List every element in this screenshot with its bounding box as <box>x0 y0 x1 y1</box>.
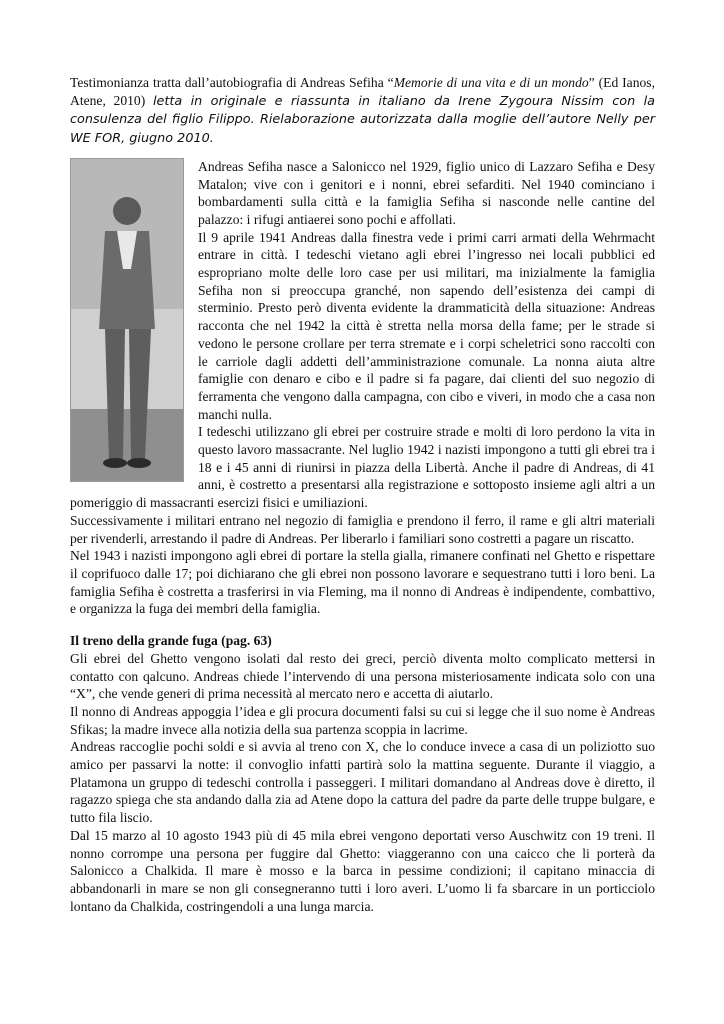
publisher-text: ” (Ed Ianos, Atene, 2010) <box>70 75 655 108</box>
intro-text: Testimonianza tratta dall’autobiografia di Andreas Sefiha “ <box>70 75 394 90</box>
translation-note: letta in originale e riassunta in italiano da Irene Zygoura Nissim con la consulenza del figlio Filippo. Rielaborazione autorizzata dalla moglie dell’autore Nelly per WE FOR, giugno 2010. <box>70 93 655 147</box>
section-paragraph-2: Il nonno di Andreas appoggia l’idea e gli procura documenti falsi su cui si legge che il suo nome è Andreas Sfikas; la madre invece alla notizia della sua partenza scoppia in lacrime. <box>70 703 655 737</box>
document-page <box>70 74 655 915</box>
paragraph-3: I tedeschi utilizzano gli ebrei per costruire strade e molti di loro perdono la vita in questo lavoro massacrante. Nel luglio 1942 i nazisti impongono a tutti gli ebrei tra i 18 e i 45 anni di riunirsi in piazza della Libertà. Anche il padre di Andreas, di 41 anni, è costretto a presentarsi alla registrazione e sottoposto insieme agli altri a un pomeriggio di massacranti esercizi fisici e umiliazioni. <box>70 424 655 511</box>
section-paragraph-4: Dal 15 marzo al 10 agosto 1943 più di 45 mila ebrei vengono deportati verso Auschwitz con 19 treni. Il nonno corrompe una persona per fuggire dal Ghetto: viaggeranno con una caicco che li porterà da Salonicco a Chalkida. Il mare è mosso e la barca in pessime condizioni; il capitano minaccia di abbandonarli in mare se non gli consegneranno tutti i loro averi. L’uomo li fa sbarcare in un porticciolo lontano da Chalkida, costringendoli a una lunga marcia. <box>70 827 655 914</box>
paragraph-1: Andreas Sefiha nasce a Salonicco nel 1929, figlio unico di Lazzaro Sefiha e Desy Matalon; vive con i genitori e i nonni, ebrei sefarditi. Nel 1940 cominciano i bombardamenti sulla città e la famiglia Sefiha si nasconde nelle cantine del palazzo: i rifugi antiaerei sono pochi e affollati. <box>198 158 655 227</box>
intro-paragraph <box>70 74 655 148</box>
portrait-photo <box>70 158 184 482</box>
section-paragraph-3: Andreas raccoglie pochi soldi e si avvia al treno con X, che lo conduce invece a casa di un poliziotto suo amico per passarvi la notte: il convoglio infatti partirà solo la mattina seguente. Durante il viaggio, a Platamona un gruppo di tedeschi controlla i passeggeri. I militari domandano al Andreas dove è diretto, il ragazzo spiega che sta andando dalla zia ad Atene dopo la cattura del padre da parte delle truppe bulgare, e tutto fila liscio. <box>70 739 655 826</box>
paragraph-5: Nel 1943 i nazisti impongono agli ebrei di portare la stella gialla, rimanere confinati nel Ghetto e rispettare il coprifuoco dalle 17; poi dichiarano che gli ebrei non possono lavorare e sequestrano tutti i loro beni. La famiglia Sefiha è costretta a trasferirsi in via Fleming, ma il nonno di Andreas è indipendente, combattivo, e organizza la fuga dei membri della famiglia. <box>70 548 655 617</box>
paragraph-4: Successivamente i militari entrano nel negozio di famiglia e prendono il ferro, il rame e gli altri materiali per rivenderli, arrestando il padre di Andreas. Per liberarlo i familiari sono costretti a pagare un riscatto. <box>70 512 655 546</box>
paragraph-2: Il 9 aprile 1941 Andreas dalla finestra vede i primi carri armati della Wehrmacht entrare in città. I tedeschi vietano agli ebrei l’ingresso nei locali pubblici ed espropriano molte delle loro case per usi militari, ma inizialmente la famiglia Sefiha non si preoccupa granché, non sapendo dell’esistenza dei campi di sterminio. Presto però diventa evidente la drammaticità della situazione: Andreas racconta che nel 1942 la città è stretta nella morsa della fame; per le strade si vedono le persone crollare per terra stremate e i corpi scheletrici sono raccolti con le carriole dagli addetti dell’amministrazione comunale. La nonna aiuta altre famiglie con denaro e cibo e il padre si fa pagare, dai clienti del suo negozio di ferramenta che vengono dalla campagna, con cibo e viveri, in modo che a casa non manchi nulla. <box>198 229 655 422</box>
section-heading: Il treno della grande fuga (pag. 63) <box>70 633 272 649</box>
book-title: Memorie di una vita e di un mondo <box>393 75 589 90</box>
section-paragraph-1: Gli ebrei del Ghetto vengono isolati dal resto dei greci, perciò diventa molto complicato mettersi in contatto con qalcuno. Andreas chiede l’intervendo di una persona misteriosamente indicata solo con una “X”, che vende generi di prima necessità al mercato nero e accetta di aiutarlo. <box>70 650 655 702</box>
